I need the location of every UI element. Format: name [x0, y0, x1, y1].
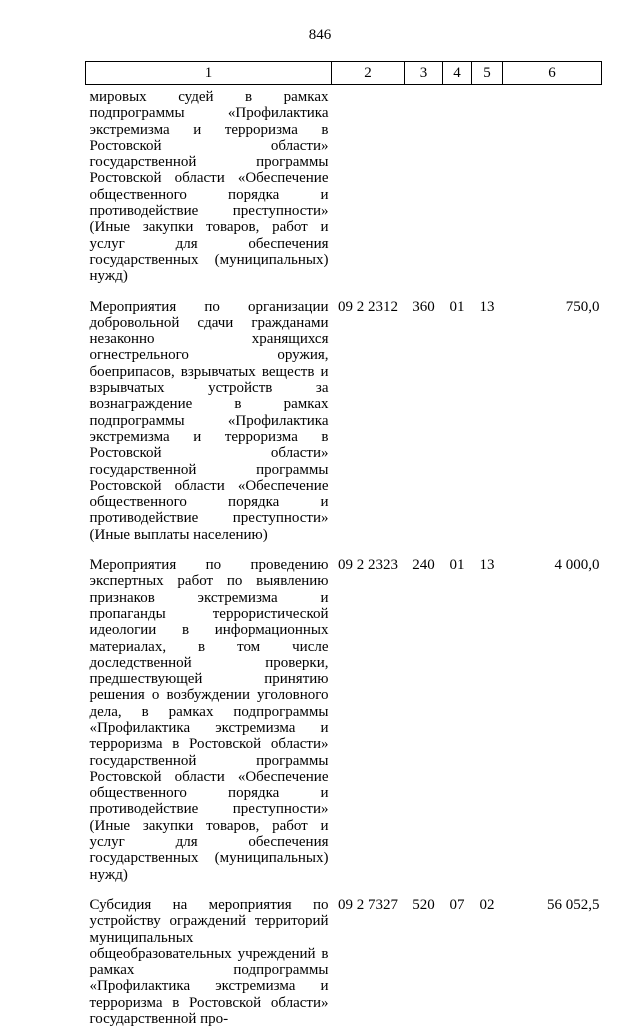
row-spacer — [86, 883, 602, 897]
table-header — [86, 62, 602, 85]
row-vr: 240 — [405, 557, 443, 883]
row-spacer — [86, 543, 602, 557]
row-vr: 520 — [405, 897, 443, 1027]
budget-table — [85, 61, 602, 1027]
column-header: 3 — [405, 62, 443, 85]
row-rz: 07 — [443, 897, 472, 1027]
table-row — [86, 557, 602, 883]
column-header: 6 — [503, 62, 602, 85]
row-code: 09 2 2312 — [332, 299, 405, 543]
row-description: Субсидия на мероприятия по устройству ограждений территорий муниципальных общеобразовательных учреждений в рамках подпрограммы «Профилактика экстремизма и терроризма в Ростовской области» государственной про- — [86, 897, 332, 1027]
row-pr: 13 — [472, 557, 503, 883]
column-header: 2 — [332, 62, 405, 85]
row-code — [332, 85, 405, 285]
row-description: мировых судей в рамках подпрограммы «Профилактика экстремизма и терроризма в Ростовской области» государственной программы Ростовской области «Обеспечение общественного порядка и противодействие преступности» (Иные закупки товаров, работ и услуг для обеспечения государственных (муниципальных) нужд) — [86, 85, 332, 285]
row-rz — [443, 85, 472, 285]
row-rz: 01 — [443, 557, 472, 883]
column-header: 1 — [86, 62, 332, 85]
column-header: 4 — [443, 62, 472, 85]
row-amount — [503, 85, 602, 285]
row-vr — [405, 85, 443, 285]
table-row — [86, 299, 602, 543]
table-row — [86, 85, 602, 285]
row-amount: 750,0 — [503, 299, 602, 543]
row-amount: 56 052,5 — [503, 897, 602, 1027]
table-row — [86, 897, 602, 1027]
table-body — [86, 85, 602, 1027]
row-spacer — [86, 285, 602, 299]
row-code: 09 2 2323 — [332, 557, 405, 883]
row-code: 09 2 7327 — [332, 897, 405, 1027]
row-description: Мероприятия по организации добровольной сдачи гражданами незаконно хранящихся огнестрельного оружия, боеприпасов, взрывчатых веществ и взрывчатых устройств за вознаграждение в рамках подпрограммы «Профилактика экстремизма и терроризма в Ростовской области» государственной программы Ростовской области «Обеспечение общественного порядка и противодействие преступности» (Иные выплаты населению) — [86, 299, 332, 543]
row-amount: 4 000,0 — [503, 557, 602, 883]
row-vr: 360 — [405, 299, 443, 543]
table-header-row — [86, 62, 602, 85]
row-pr: 02 — [472, 897, 503, 1027]
page-number: 846 — [0, 26, 640, 44]
row-description: Мероприятия по проведению экспертных работ по выявлению признаков экстремизма и пропаганды террористической идеологии в информационных материалах, в том числе доследственной проверки, предшествующей принятию решения о возбуждении уголовного дела, в рамках подпрограммы «Профилактика экстремизма и терроризма в Ростовской области» государственной программы Ростовской области «Обеспечение общественного порядка и противодействие преступности» (Иные закупки товаров, работ и услуг для обеспечения государственных (муниципальных) нужд) — [86, 557, 332, 883]
row-pr: 13 — [472, 299, 503, 543]
column-header: 5 — [472, 62, 503, 85]
row-rz: 01 — [443, 299, 472, 543]
row-pr — [472, 85, 503, 285]
